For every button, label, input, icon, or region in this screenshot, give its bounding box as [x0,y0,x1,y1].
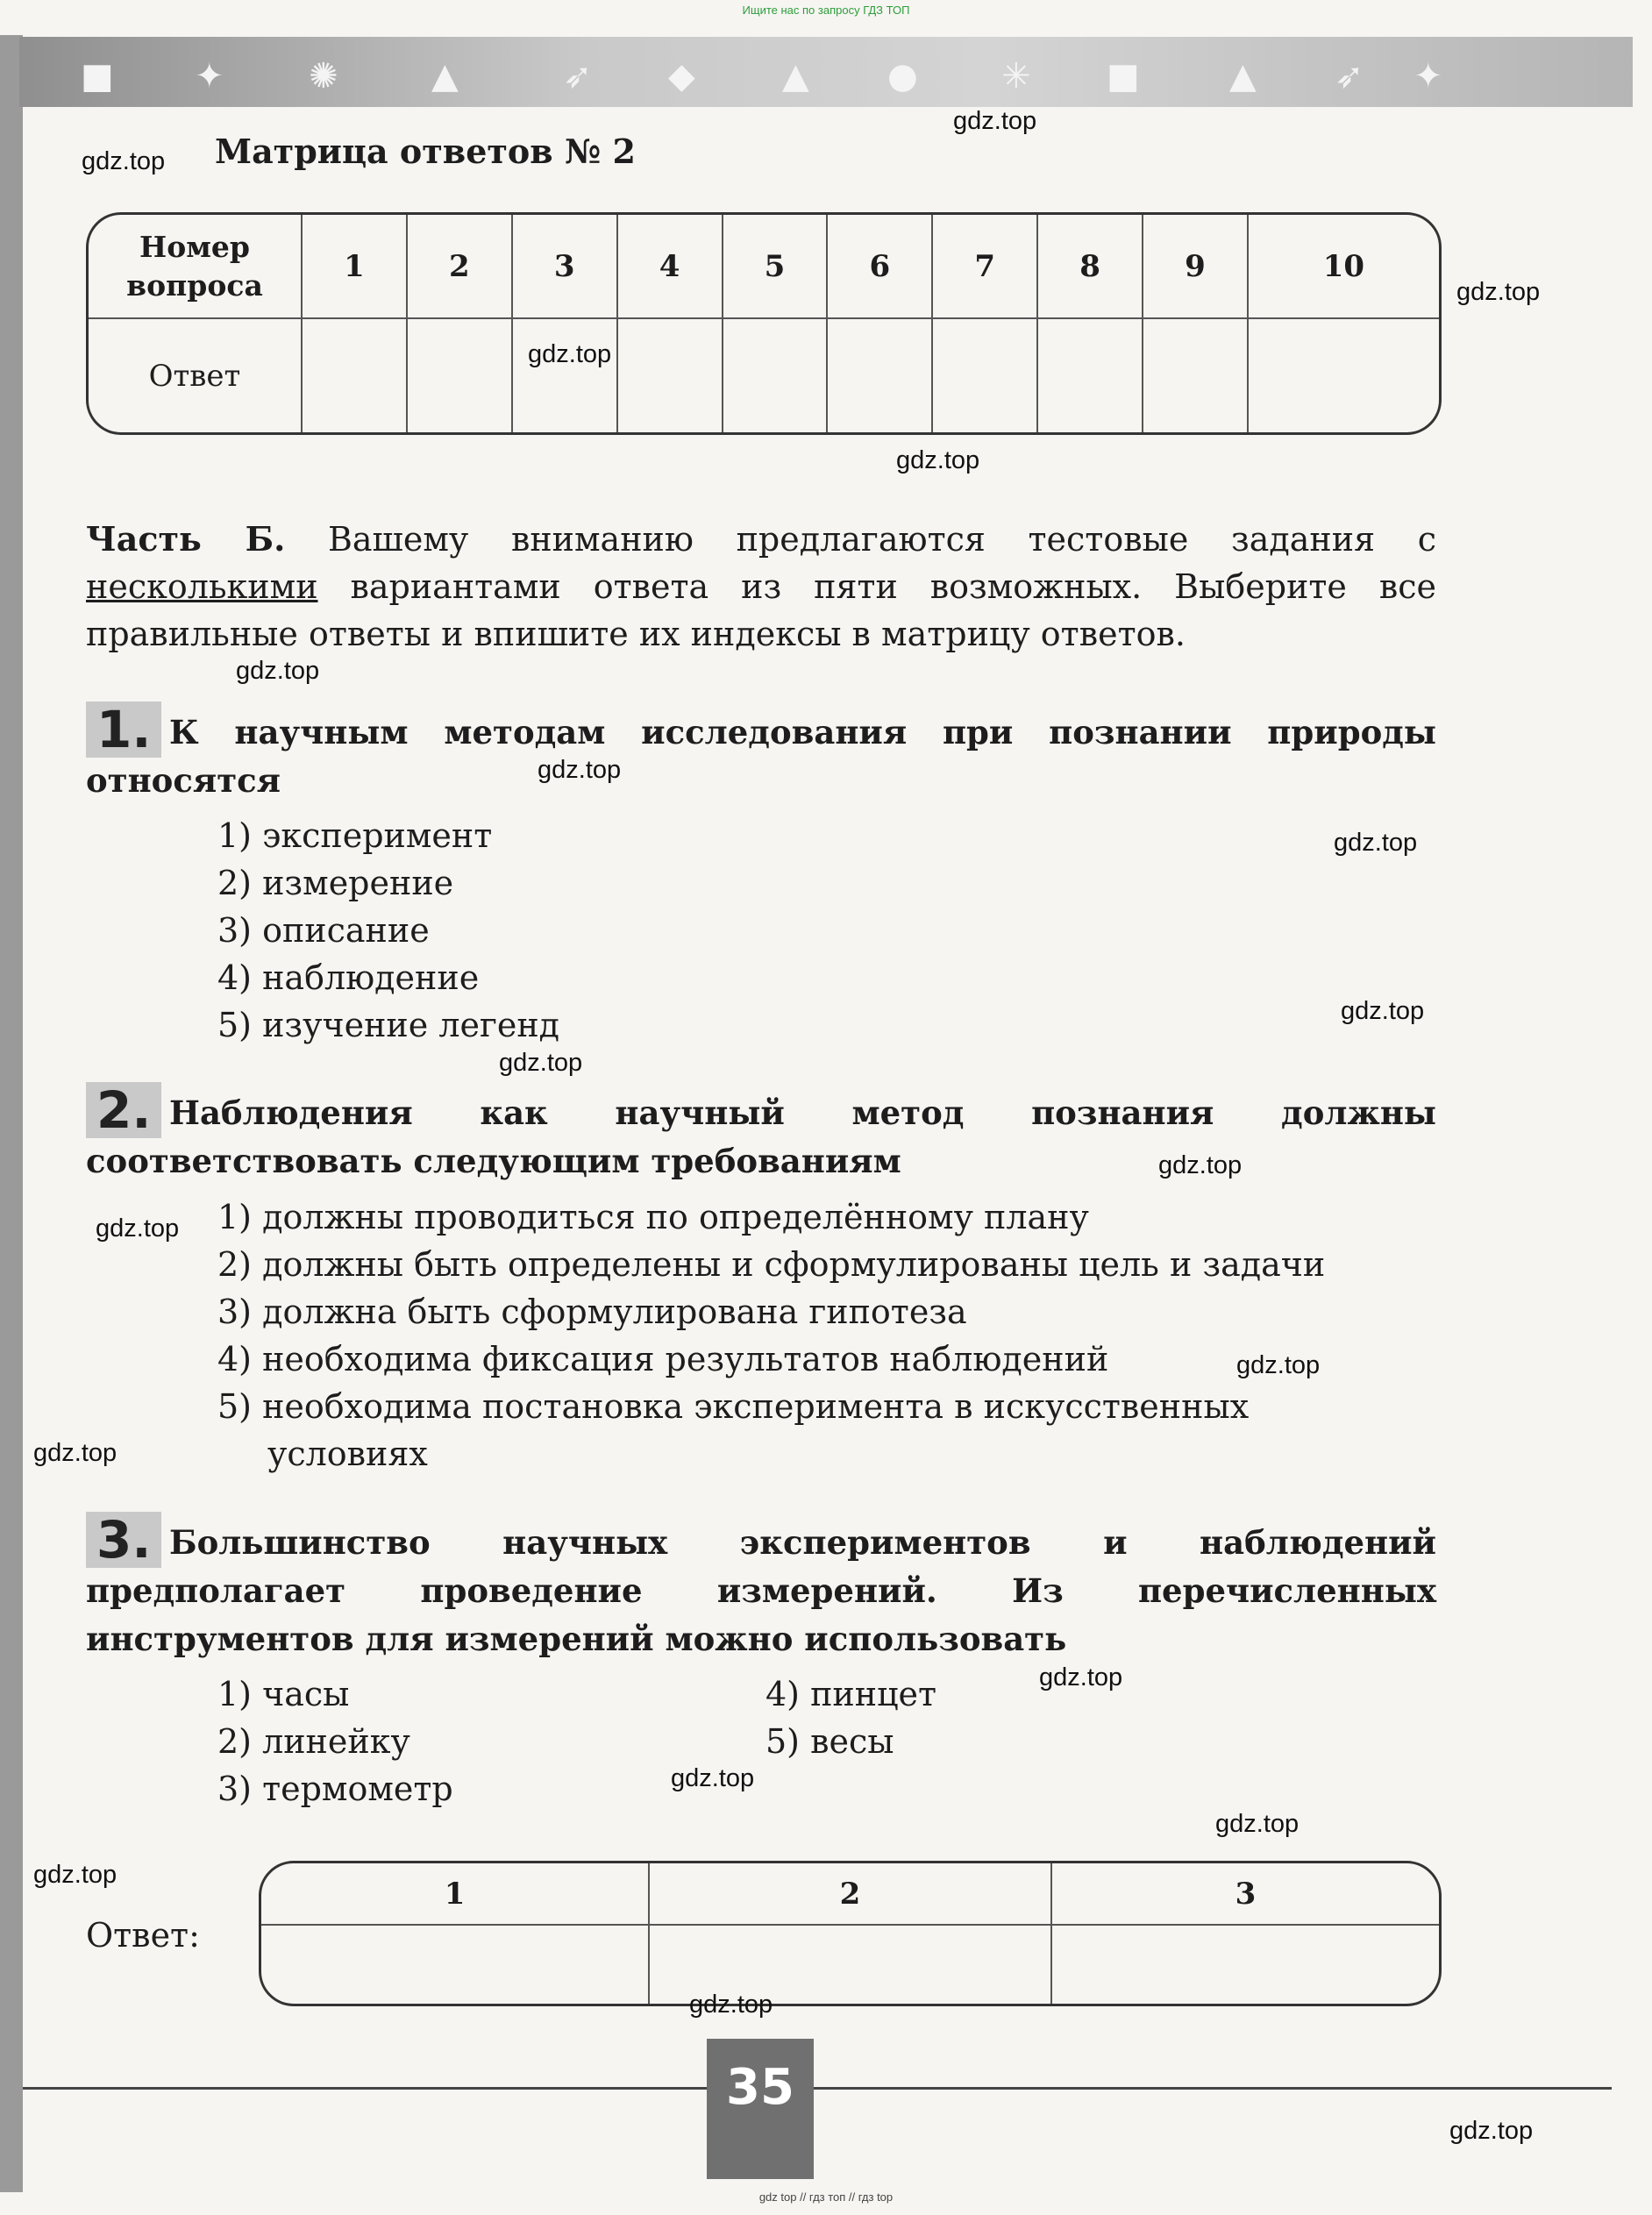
bird-icon: ➶ [563,56,593,96]
watermark: gdz.top [1449,2117,1534,2145]
watermark: gdz.top [1236,1351,1321,1379]
scorpion-icon: ✺ [309,56,338,96]
part-b-prefix: Часть Б. [86,519,286,559]
part-b-underlined: несколькими [86,567,318,606]
top-note: Ищите нас по запросу ГДЗ ТОП [742,4,910,17]
footer-rule-right [814,2087,1612,2090]
part-b-text-1: Вашему вниманию предлагаются тестовые задания с [285,520,1436,559]
squirrel-icon: ● [887,56,918,96]
q2-option-5-continued: условиях [267,1435,428,1473]
answer-box [259,1861,1442,2006]
matrix-answer-label: Ответ [89,318,302,432]
boar-icon: ■ [1107,56,1140,96]
deer-icon: ▲ [782,56,809,96]
answer-cell-9[interactable] [1143,318,1248,432]
watermark: gdz.top [1039,1663,1123,1692]
watermark: gdz.top [953,107,1037,135]
matrix-col-9: 9 [1143,215,1248,318]
watermark: gdz.top [671,1764,755,1792]
bottom-note: gdz top // гдз топ // гдз top [758,2190,894,2204]
answer-label: Ответ: [86,1916,200,1955]
q2-option-1: 1) должны проводиться по определённому плану [217,1198,1089,1236]
answer-cell-2[interactable] [407,318,512,432]
watermark: gdz.top [96,1214,180,1243]
answer-box-cell-1[interactable] [261,1925,649,2004]
watermark: gdz.top [236,657,320,685]
watermark: gdz.top [1158,1151,1243,1179]
watermark: gdz.top [82,147,166,175]
matrix-col-1: 1 [302,215,407,318]
answer-matrix [86,212,1442,435]
q2-option-3: 3) должна быть сформулирована гипотеза [217,1293,967,1331]
answer-cell-3[interactable] [512,318,617,432]
question-3-text: Большинство научных экспериментов и наблюдений предполагает проведение измерений. Из перечисленных инструментов для измерений можно использовать [86,1523,1436,1658]
butterfly-icon: ✦ [195,56,224,96]
watermark: gdz.top [1456,278,1541,306]
answer-box-col-2: 2 [649,1863,1051,1925]
matrix-col-4: 4 [617,215,723,318]
answer-cell-8[interactable] [1037,318,1143,432]
q3-option-1: 1) часы [217,1675,350,1713]
fish-icon: ◆ [668,56,695,96]
question-2-number: 2. [86,1082,161,1138]
matrix-col-8: 8 [1037,215,1143,318]
page-number: 35 [726,2059,794,2116]
q1-option-1: 1) эксперимент [217,816,493,855]
matrix-col-6: 6 [827,215,932,318]
q1-option-5: 5) изучение легенд [217,1006,560,1044]
answer-cell-1[interactable] [302,318,407,432]
q1-option-2: 2) измерение [217,864,454,902]
matrix-col-2: 2 [407,215,512,318]
matrix-col-10: 10 [1248,215,1439,318]
footer-rule-left [23,2087,707,2090]
answer-cell-7[interactable] [932,318,1037,432]
watermark: gdz.top [528,340,612,368]
q3-option-4: 4) пинцет [765,1675,937,1713]
watermark: gdz.top [689,1991,773,2019]
horse-icon: ▲ [431,56,459,96]
q2-option-5: 5) необходима постановка эксперимента в искусственных [217,1387,1250,1426]
watermark: gdz.top [1215,1810,1300,1838]
matrix-title: Матрица ответов № 2 [215,132,636,171]
q3-option-2: 2) линейку [217,1722,410,1761]
q2-option-2: 2) должны быть определены и сформулированы цель и задачи [217,1245,1326,1284]
part-b-instructions [86,516,1436,658]
q3-option-5: 5) весы [765,1722,894,1761]
cat-icon: ▲ [1229,56,1257,96]
answer-box-cell-3[interactable] [1051,1925,1439,2004]
matrix-header-label: Номер вопроса [89,215,302,318]
matrix-col-3: 3 [512,215,617,318]
bison-icon: ■ [81,56,114,96]
running-animal-icon: ➶ [1335,56,1364,96]
moth-icon: ✦ [1413,56,1443,96]
watermark: gdz.top [1341,997,1425,1025]
answer-cell-10[interactable] [1248,318,1439,432]
answer-box-col-3: 3 [1051,1863,1439,1925]
watermark: gdz.top [33,1861,117,1889]
matrix-col-7: 7 [932,215,1037,318]
question-1-number: 1. [86,702,161,758]
question-1-text: К научным методам исследования при познании природы относятся [86,713,1436,800]
q1-option-4: 4) наблюдение [217,958,480,997]
animal-banner [19,37,1633,107]
watermark: gdz.top [499,1049,583,1077]
watermark: gdz.top [1334,829,1418,857]
answer-cell-6[interactable] [827,318,932,432]
q3-option-3: 3) термометр [217,1770,453,1808]
answer-cell-5[interactable] [723,318,828,432]
watermark: gdz.top [896,446,980,474]
part-b-text-2: вариантами ответа из пяти возможных. Выберите все правильные ответы и впишите их индексы в матрицу ответов. [86,567,1436,653]
question-3-number: 3. [86,1512,161,1568]
question-2-text: Наблюдения как научный метод познания должны соответствовать следующим требованиям [86,1093,1436,1180]
answer-box-col-1: 1 [261,1863,649,1925]
q2-option-4: 4) необходима фиксация результатов наблюдений [217,1340,1109,1378]
answer-cell-4[interactable] [617,318,723,432]
q1-option-3: 3) описание [217,911,430,950]
matrix-col-5: 5 [723,215,828,318]
page-edge [0,35,23,2192]
insect-icon: ✳ [1001,56,1031,96]
watermark: gdz.top [33,1439,117,1467]
watermark: gdz.top [538,756,622,784]
